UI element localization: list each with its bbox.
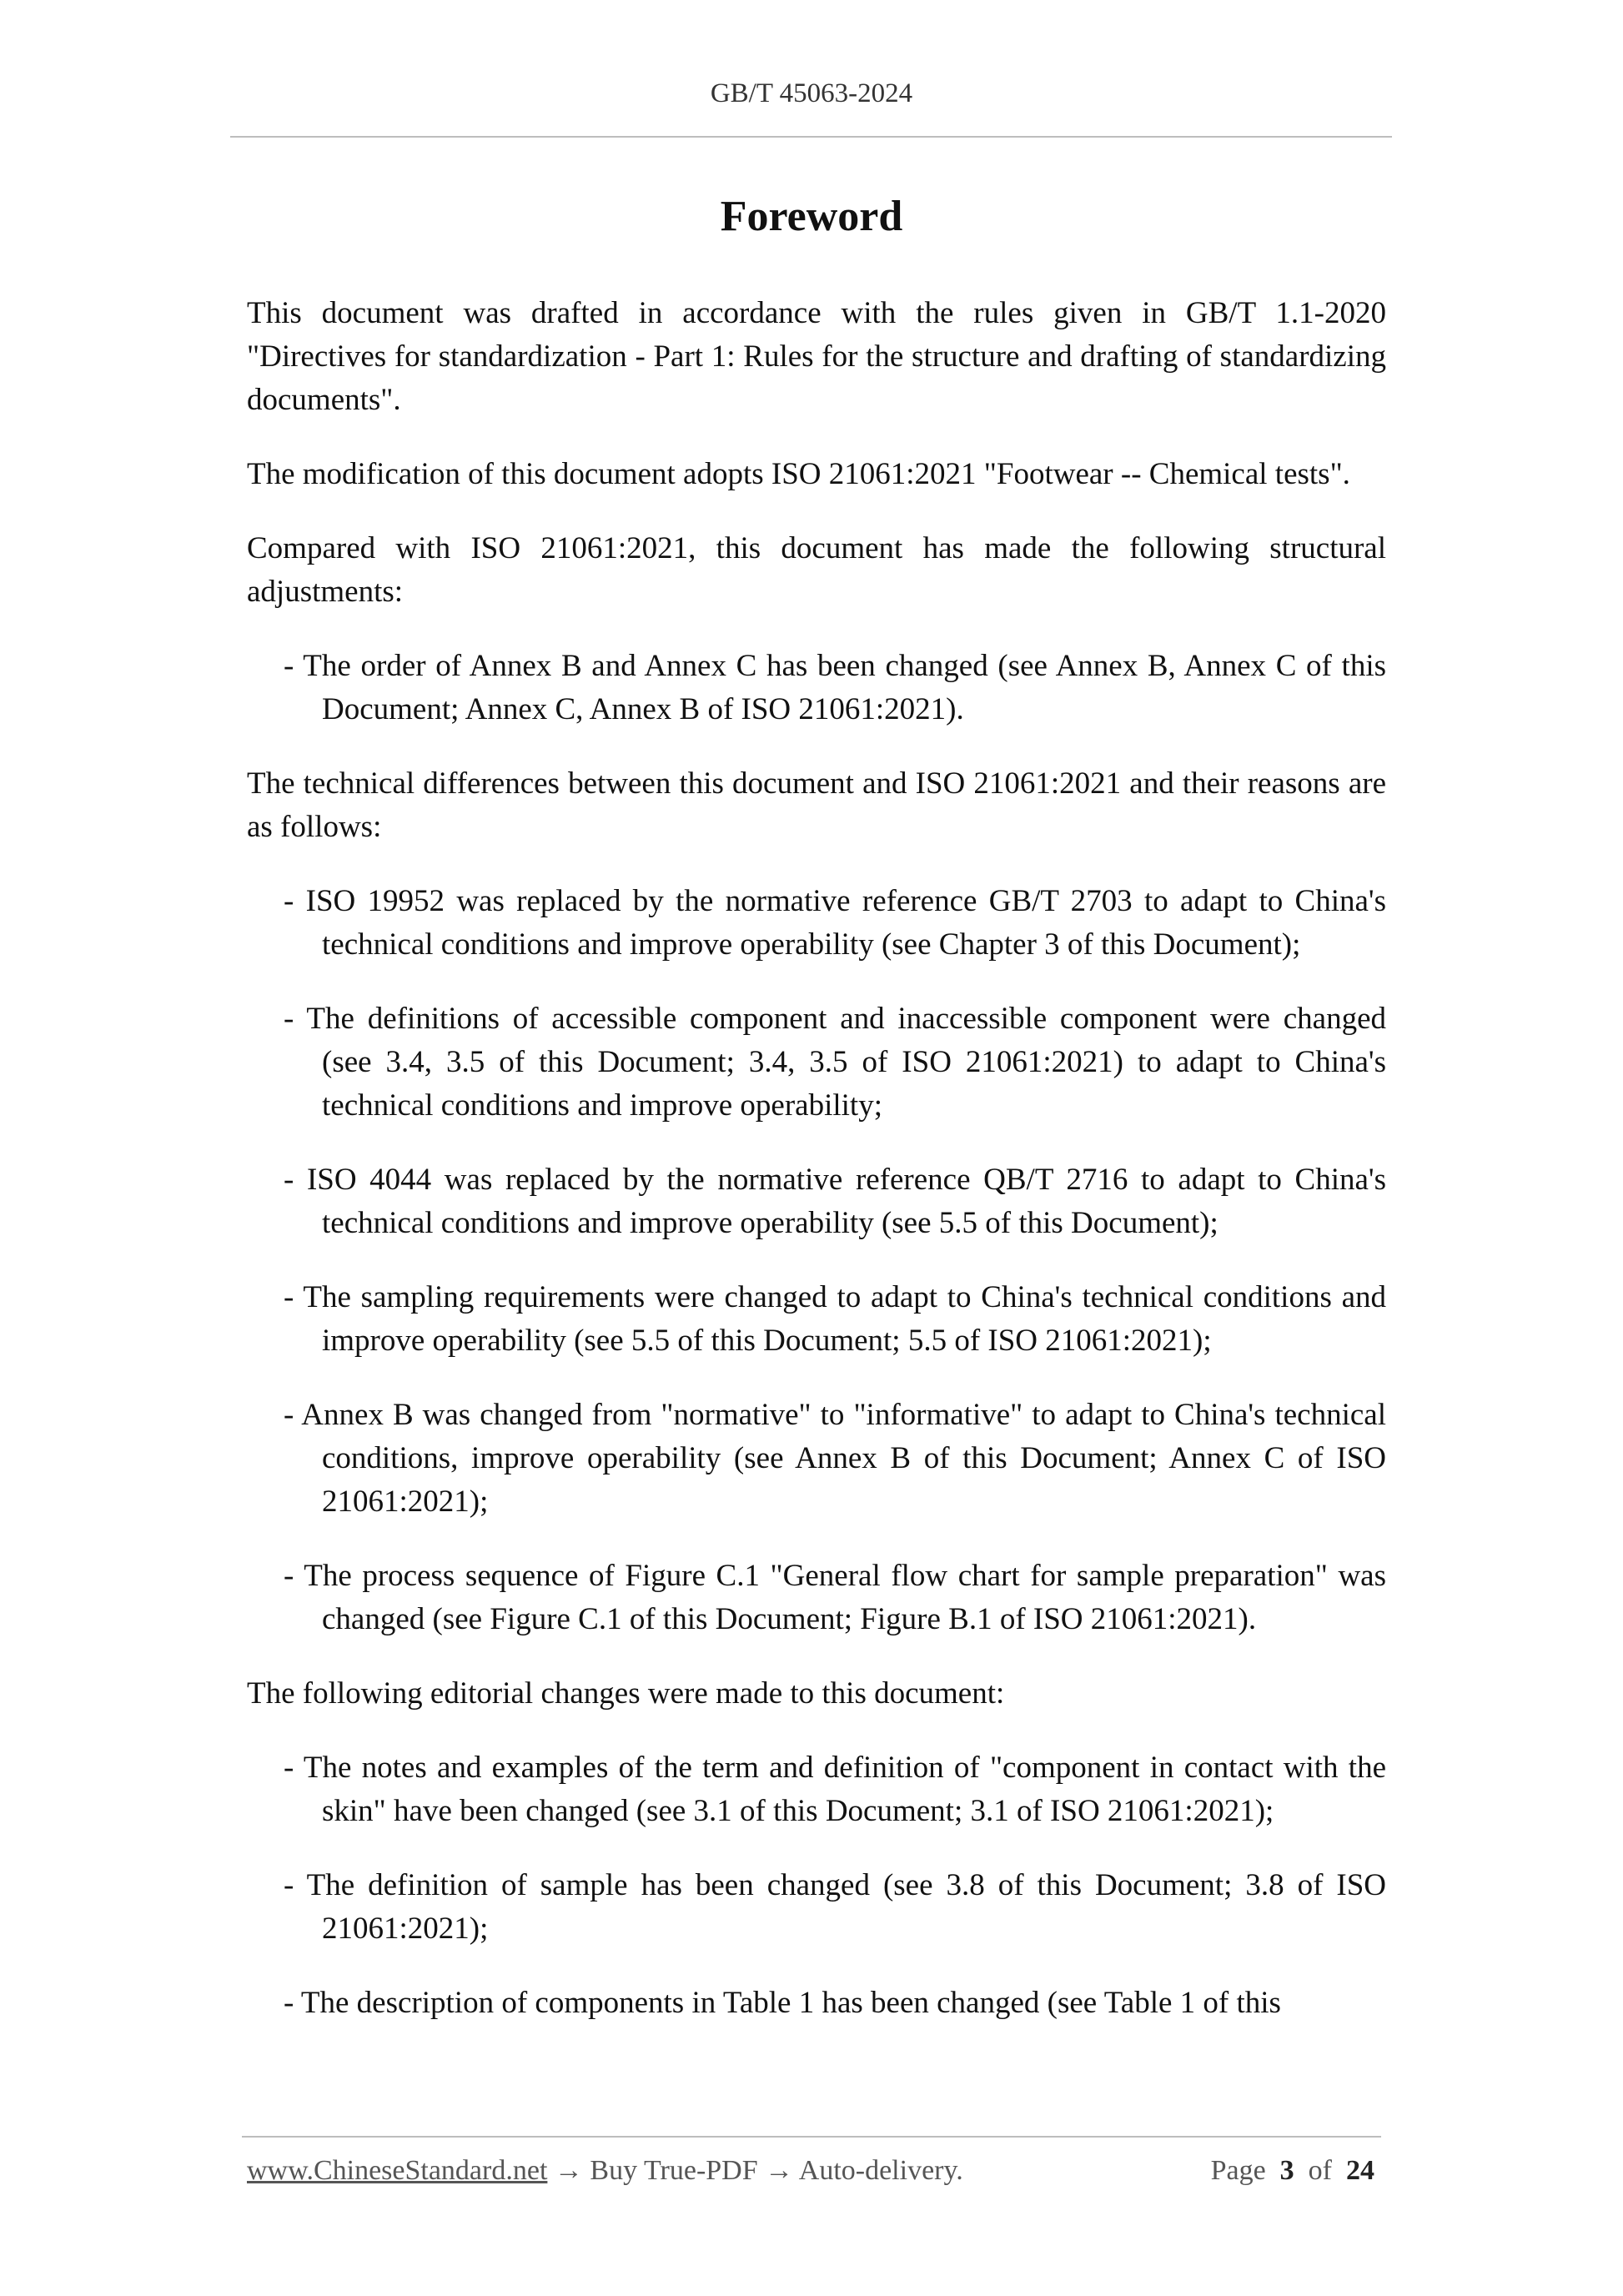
list-item: - The definition of sample has been changed (see 3.8 of this Document; 3.8 of ISO 21061:2021); — [284, 1868, 1386, 1946]
list-item: - The description of components in Table 1 has been changed (see Table 1 of this — [284, 1986, 1281, 2020]
paragraph-editorial-intro: The following editorial changes were made to this document: — [247, 1676, 1005, 1711]
list-item: - The order of Annex B and Annex C has been changed (see Annex B, Annex C of this Document; Annex C, Annex B of ISO 21061:2021). — [284, 649, 1386, 726]
site-link[interactable]: www.ChineseStandard.net — [247, 2155, 548, 2186]
list-item: - The process sequence of Figure C.1 "General flow chart for sample preparation" was changed (see Figure C.1 of this Document; Figure B.1 of ISO 21061:2021). — [284, 1559, 1386, 1636]
page-title: Foreword — [720, 193, 903, 240]
paragraph-drafting-rules: This document was drafted in accordance with the rules given in GB/T 1.1-2020 "Directives for standardization - Part 1: Rules for the structure and drafting of standardizing documents". — [247, 296, 1386, 417]
document-body — [247, 292, 1386, 2056]
list-item: - Annex B was changed from "normative" to "informative" to adapt to China's technical conditions, improve operability (see Annex B of this Document; Annex C of ISO 21061:2021); — [284, 1398, 1386, 1519]
technical-differences-list — [247, 880, 1386, 1641]
current-page: 3 — [1279, 2155, 1294, 2186]
footer-promo — [247, 2155, 963, 2187]
promo-text: → Buy True-PDF → Auto-delivery. — [547, 2155, 963, 2186]
paragraph-structural-intro: Compared with ISO 21061:2021, this document has made the following structural adjustments: — [247, 531, 1386, 609]
list-item: - ISO 4044 was replaced by the normative reference QB/T 2716 to adapt to China's technical conditions and improve operability (see 5.5 of this Document); — [284, 1163, 1386, 1240]
list-item: - The definitions of accessible component and inaccessible component were changed (see 3.4, 3.5 of this Document; 3.4, 3.5 of ISO 21061:2021) to adapt to China's technical conditions and improve operability; — [284, 1002, 1386, 1123]
paragraph-adoption: The modification of this document adopts ISO 21061:2021 "Footwear -- Chemical tests". — [247, 457, 1350, 491]
list-item: - The notes and examples of the term and definition of "component in contact with the skin" have been changed (see 3.1 of this Document; 3.1 of ISO 21061:2021); — [284, 1751, 1386, 1828]
structural-changes-list — [247, 645, 1386, 731]
editorial-changes-list — [247, 1746, 1386, 2025]
list-item: - The sampling requirements were changed to adapt to China's technical conditions and improve operability (see 5.5 of this Document; 5.5 of ISO 21061:2021); — [284, 1280, 1386, 1358]
total-pages: 24 — [1346, 2155, 1374, 2186]
header-divider — [230, 136, 1392, 138]
page-footer — [247, 2155, 1374, 2187]
paragraph-technical-intro: The technical differences between this document and ISO 21061:2021 and their reasons are as follows: — [247, 766, 1386, 844]
footer-divider — [242, 2136, 1381, 2138]
list-item: - ISO 19952 was replaced by the normative reference GB/T 2703 to adapt to China's technical conditions and improve operability (see Chapter 3 of this Document); — [284, 884, 1386, 962]
running-header: GB/T 45063-2024 — [710, 78, 913, 108]
page-number: Page 3 of 24 — [1210, 2155, 1374, 2186]
